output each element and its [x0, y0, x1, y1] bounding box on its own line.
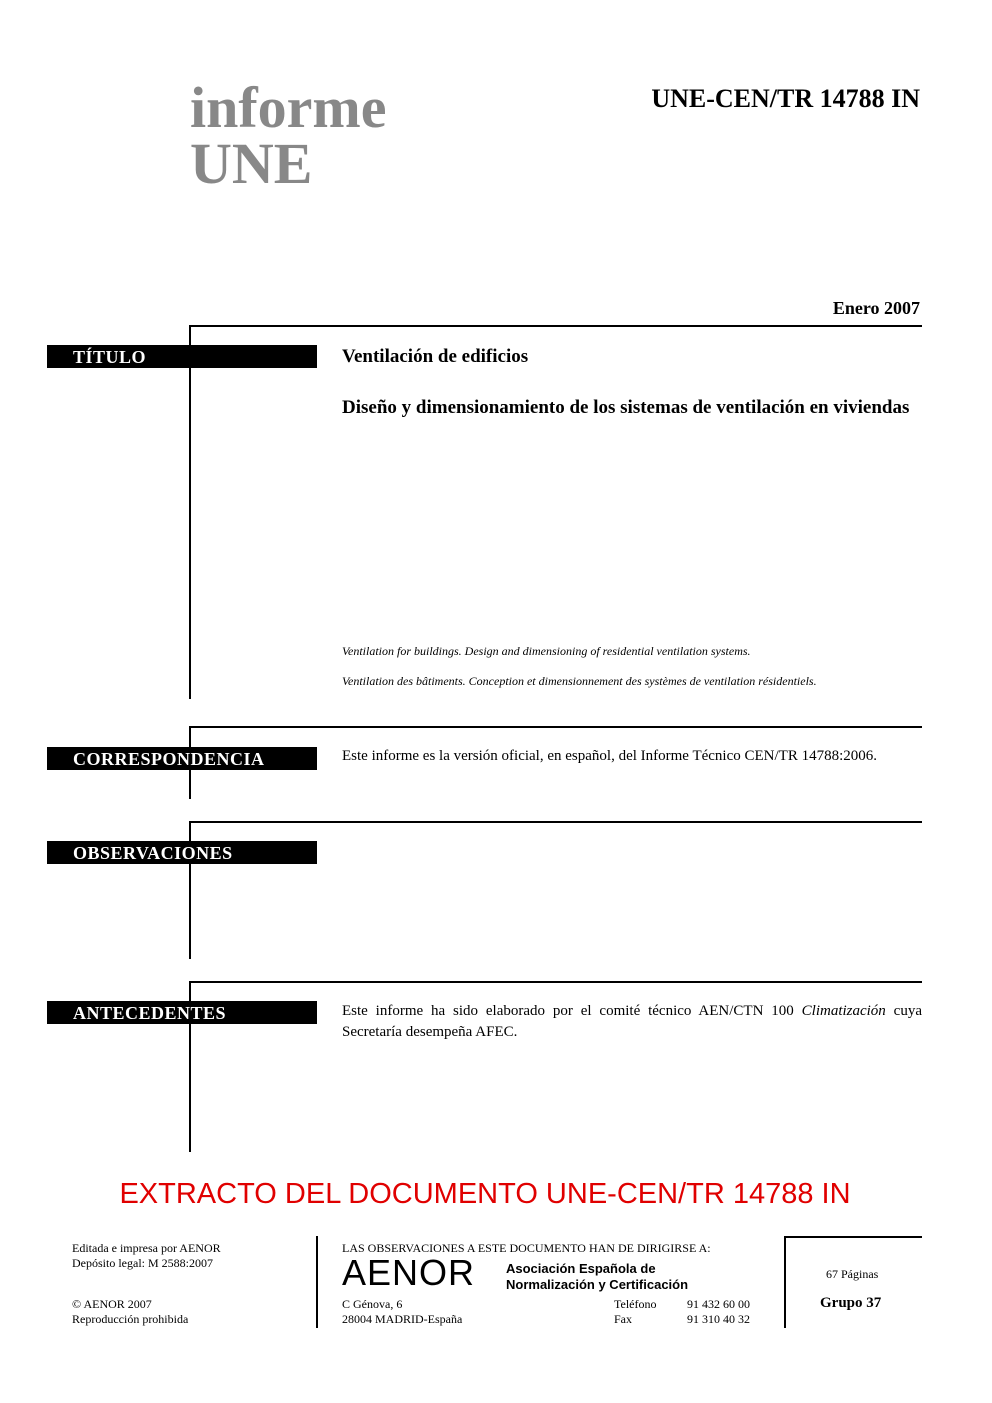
footer-deposit: Depósito legal: M 2588:2007 [72, 1256, 213, 1270]
address-line-2: 28004 MADRID-España [342, 1312, 463, 1326]
fax-number: 91 310 40 32 [687, 1312, 750, 1326]
title-french: Ventilation des bâtiments. Conception et dimensionnement des systèmes de ventilation résidentiels. [342, 674, 817, 688]
pages-box-top [785, 1236, 922, 1238]
price-group: Grupo 37 [820, 1295, 882, 1311]
title-main: Ventilación de edificios [342, 346, 529, 367]
brand-line-1: informe [190, 75, 387, 140]
footer-copyright: © AENOR 2007 [72, 1297, 152, 1311]
aenor-name-line: Normalización y Certificación [506, 1277, 689, 1292]
antecedentes-text-part: Este informe ha sido elaborado por el comité técnico AEN/CTN 100 [342, 1003, 802, 1019]
label-titulo: TÍTULO [47, 345, 317, 368]
phone-number: 91 432 60 00 [687, 1297, 750, 1311]
label-antecedentes: ANTECEDENTES [47, 1001, 317, 1024]
section-divider [190, 325, 922, 327]
title-subtitle: Diseño y dimensionamiento de los sistemas de ventilación en viviendas [342, 397, 910, 418]
section-divider [190, 726, 922, 728]
phone-label: Teléfono [614, 1297, 657, 1311]
antecedentes-text-part: cuya Secretaría desempeña AFEC. [342, 1003, 922, 1040]
document-date: Enero 2007 [832, 298, 920, 318]
footer-edited: Editada e impresa por AENOR [72, 1241, 221, 1255]
fax-label: Fax [614, 1312, 632, 1326]
committee-name: Climatización [801, 1003, 886, 1019]
section-divider [190, 821, 922, 823]
aenor-full-name [506, 1261, 688, 1293]
brand-line-2: UNE [190, 131, 313, 196]
label-correspondencia: CORRESPONDENCIA [47, 747, 317, 770]
aenor-logo: AENOR [342, 1252, 476, 1293]
aenor-name-line: Asociación Española de [506, 1261, 656, 1276]
title-english: Ventilation for buildings. Design and dimensioning of residential ventilation systems. [342, 644, 751, 658]
correspondencia-text: Este informe es la versión oficial, en español, del Informe Técnico CEN/TR 14788:2006. [342, 748, 877, 764]
label-observaciones: OBSERVACIONES [47, 841, 317, 864]
extract-banner: EXTRACTO DEL DOCUMENTO UNE-CEN/TR 14788 IN [119, 1178, 851, 1210]
brand-title [190, 75, 387, 196]
section-vertical-rule [189, 325, 191, 699]
pages-box-left [784, 1236, 786, 1328]
footer-separator [316, 1236, 318, 1328]
observations-notice: LAS OBSERVACIONES A ESTE DOCUMENTO HAN DE DIRIGIRSE A: [342, 1241, 711, 1255]
footer-reproduction: Reproducción prohibida [72, 1312, 189, 1326]
antecedentes-text [342, 1001, 922, 1043]
document-code: UNE-CEN/TR 14788 IN [651, 84, 920, 113]
section-divider [190, 981, 922, 983]
page-count: 67 Páginas [826, 1267, 879, 1281]
address-line-1: C Génova, 6 [342, 1297, 403, 1311]
